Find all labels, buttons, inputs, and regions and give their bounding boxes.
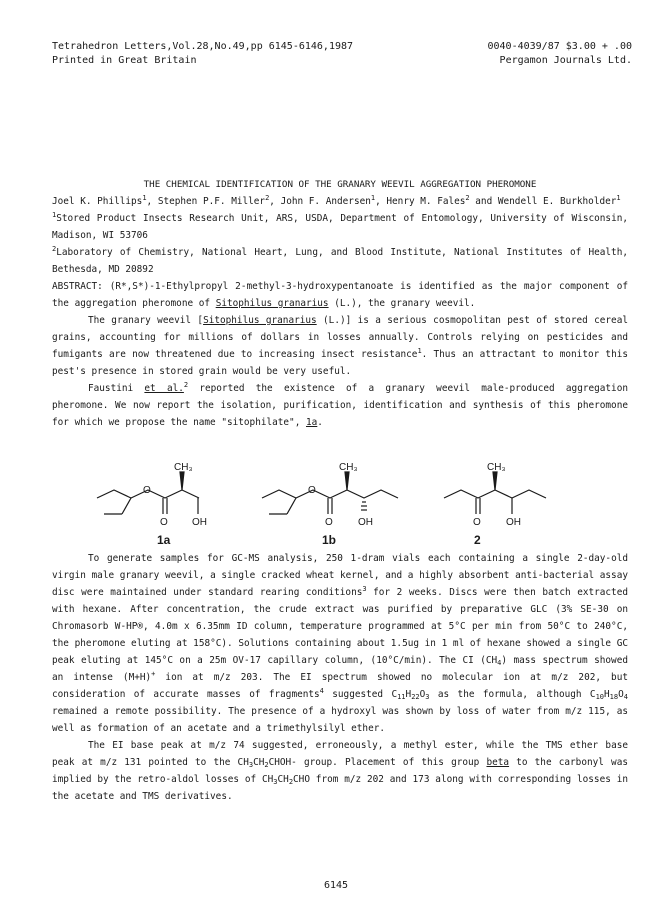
paragraph-methods: To generate samples for GC-MS analysis, 250 1-dram vials each containing a single 2-day-old virgin male granary weevil, a single cracked wheat kernel, and a highly absorbent anti-bacterial assay disc were maintained under standard rearing conditions$^3$ for 2 weeks. Discs were then batch extracted with hexane. After concentration, the crude extract was purified by preparative GLC (3% SE-30 on Chromasorb W-HP®, 4.0m x 6.35mm ID column, temperature programmed at 5°C per min from 50°C to 240°C, the pheromone eluting at 158°C). Solutions containing about 1.5ug in 1 ml of hexane showed a single GC peak eluting at 145°C on a 25m OV-17 capillary column, (10°C/min). The CI $(CH_4)$ mass spectrum showed an intense (M+H)+ ion at m/z 203. The EI spectrum showed no molecular ion at m/z 202, but consideration of accurate masses of fragments$^4$ suggested $C_{11}H_{22}O_3$ as the formula, although $C_{10}H_{18}O_4$ remained a remote possibility. The presence of a hydroxyl was shown by loss of water from m/z 115, as well as formation of an acetate and a trimethylsilyl ether.: [52, 553, 628, 734]
reference-mark: 2: [183, 381, 189, 389]
running-header: [52, 40, 632, 68]
paragraph-faustini: Faustini et al.$^2$ reported the existence of a granary weevil male-produced aggregation pheromone. We now report the isolation, purification, identification and synthesis of this pheromone for which we propose the name "sitophilate", 1a.: [52, 381, 628, 428]
affiliation-2: $^2$Laboratory of Chemistry, National Heart, Lung, and Blood Institute, National Institutes of Health, Bethesda, MD 20892: [52, 245, 628, 275]
body-continued: [52, 550, 628, 805]
reference-mark: 4: [319, 687, 324, 695]
structure-2-oh: OH: [506, 517, 521, 528]
structure-1a-ch3: CH₃: [174, 462, 193, 473]
structure-1b-ether-o: O: [308, 485, 316, 496]
chemical-structures: [0, 462, 672, 550]
abstract: ABSTRACT: (R*,S*)-1-Ethylpropyl 2-methyl-3-hydroxypentanoate is identified as the major component of the aggregation pheromone of Sitophilus granarius (L.), the granary weevil.: [52, 281, 628, 309]
species-name: Sitophilus granarius: [215, 298, 329, 309]
article-title: THE CHEMICAL IDENTIFICATION OF THE GRANARY WEEVIL AGGREGATION PHEROMONE: [143, 179, 537, 190]
reference-mark: 3: [362, 585, 367, 593]
structure-2-carbonyl-o: O: [473, 517, 481, 528]
printed-in: Printed in Great Britain: [52, 55, 197, 66]
structure-1b-carbonyl-o: O: [325, 517, 333, 528]
affiliation-1: $^1$Stored Product Insects Research Unit, ARS, USDA, Department of Entomology, University of Wisconsin, Madison, WI 53706: [52, 211, 628, 241]
structure-1b-wedge: [345, 472, 349, 490]
page-number: 6145: [323, 880, 349, 891]
structure-1b-ester-chain: [262, 490, 398, 498]
author-list: Joel K. Phillips$^1$, Stephen P.F. Miller$^2$, John F. Andersen$^1$, Henry M. Fales$^2$ and Wendell E. Burkholder$^1$: [52, 194, 621, 207]
paragraph-intro: The granary weevil [Sitophilus granarius (L.)] is a serious cosmopolitan pest of stored cereal grains, accounting for millions of dollars in losses annually. Controls relying on pesticides and fumigants are now threatened due to increasing insect resistance$^1$. Thus an attractant to monitor this pest's presence in stored grain would be very useful.: [52, 315, 628, 377]
title-block: [52, 176, 628, 431]
structure-2-label: 2: [474, 533, 481, 547]
structure-1a-label: 1a: [157, 533, 171, 547]
structure-1b-oh: OH: [358, 517, 373, 528]
structure-1a-wedge: [180, 472, 184, 490]
structure-2-ch3: CH₃: [487, 462, 506, 473]
structure-1b-ethyl: [287, 498, 296, 514]
species-name: Sitophilus granarius: [203, 315, 317, 326]
issn-price: 0040-4039/87 $3.00 + .00: [487, 41, 632, 52]
structure-1a-oh: OH: [192, 517, 207, 528]
structure-1a-ether-o: O: [143, 485, 151, 496]
publisher: Pergamon Journals Ltd.: [499, 55, 632, 66]
reference-mark: 1: [417, 347, 422, 355]
compound-ref: 1a: [306, 417, 318, 428]
structure-2-wedge: [493, 472, 497, 490]
journal-citation: Tetrahedron Letters,Vol.28,No.49,pp 6145-6146,1987: [52, 41, 354, 52]
structure-1a-ethyl: [122, 498, 131, 514]
structure-1a-carbonyl-o: O: [160, 517, 168, 528]
structure-1b-hash-bond: [361, 502, 367, 510]
structure-1b-label: 1b: [322, 533, 337, 547]
structure-1b-ch3: CH₃: [339, 462, 358, 473]
paragraph-ei-spectrum: The EI base peak at m/z 74 suggested, erroneously, a methyl ester, while the TMS ether base peak at m/z 131 pointed to the $CH_3CH_2CHOH-$ group. Placement of this group beta to the carbonyl was implied by the retro-aldol losses of $CH_3CH_2CHO$ from m/z 202 and 173 along with corresponding losses in the acetate and TMS derivatives.: [52, 740, 628, 802]
structure-2-chain: [444, 490, 546, 498]
